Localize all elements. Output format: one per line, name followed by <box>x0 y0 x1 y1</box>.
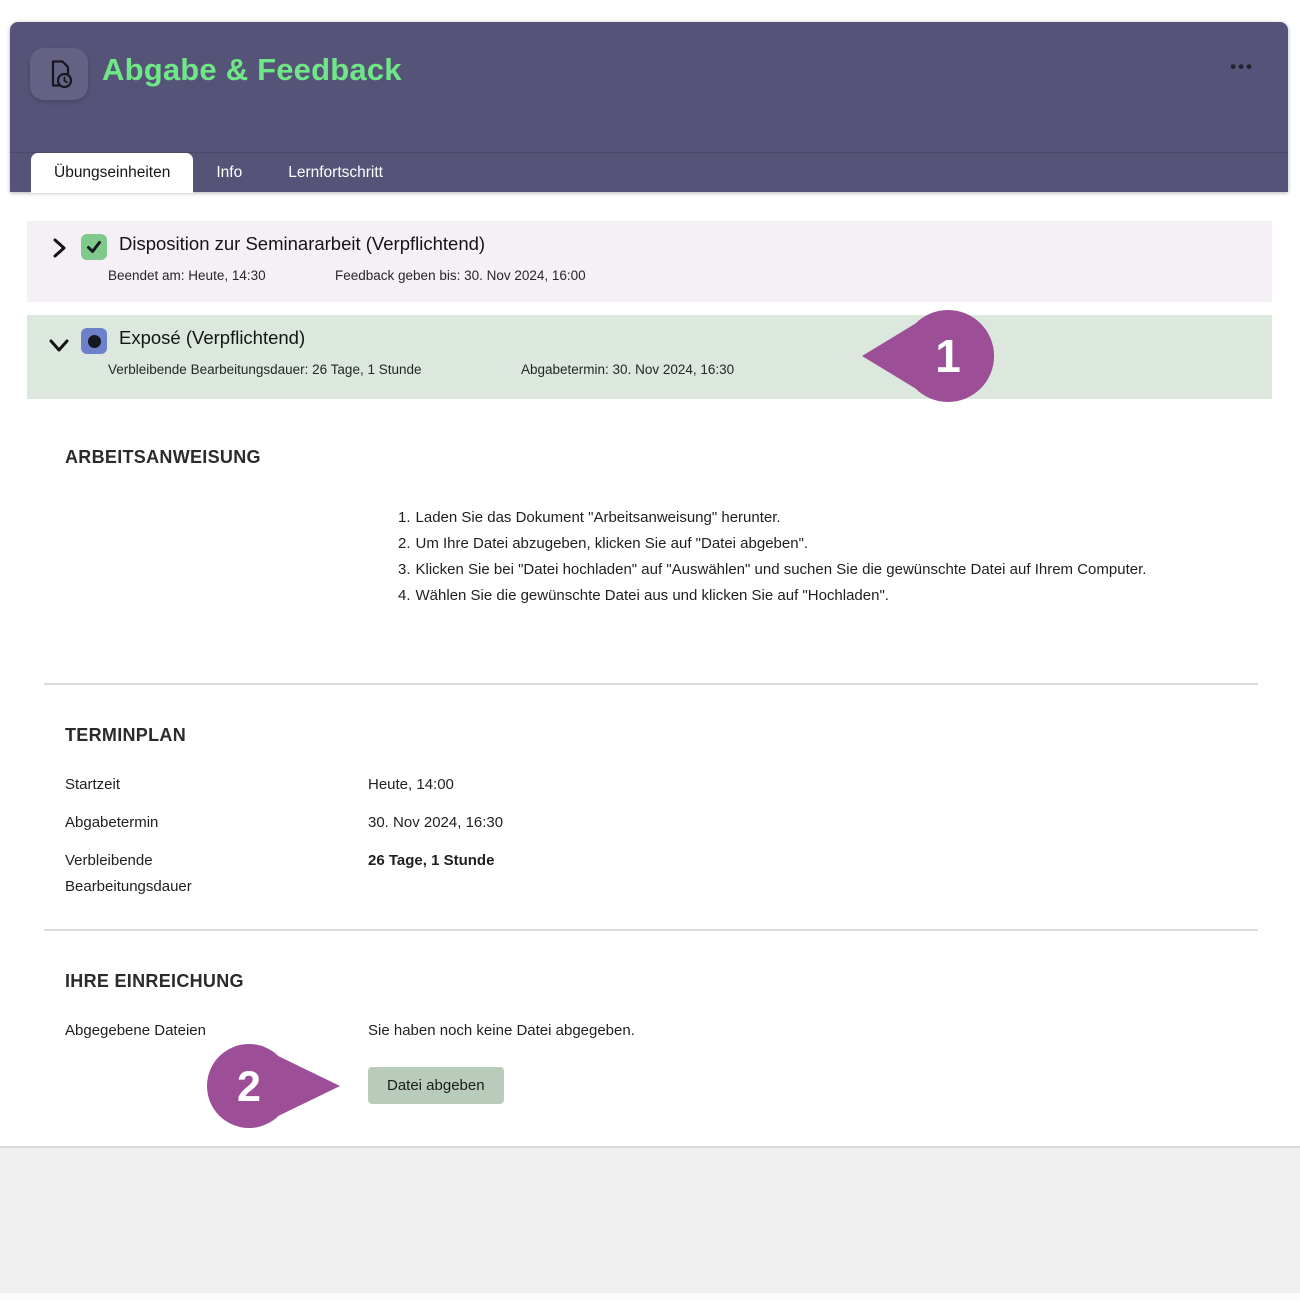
unit-title: Exposé (Verpflichtend) <box>119 327 306 348</box>
tab-lernfortschritt[interactable]: Lernfortschritt <box>288 164 383 181</box>
instruction-steps <box>398 505 1188 609</box>
datei-abgeben-button[interactable]: Datei abgeben <box>368 1067 504 1104</box>
bottom-edge <box>0 1293 1300 1300</box>
more-options-icon[interactable]: ••• <box>1230 57 1254 76</box>
page-title: Abgabe & Feedback <box>102 52 402 87</box>
svg-text:1: 1 <box>935 330 961 382</box>
deadline-label: Abgabetermin <box>65 814 159 831</box>
unit-meta-remaining: Verbleibende Bearbeitungsdauer: 26 Tage, 1 Stunde <box>108 362 422 377</box>
completed-checkbox-icon <box>81 234 107 260</box>
submitted-files-label: Abgegebene Dateien <box>65 1022 206 1039</box>
list-item: 1. Laden Sie das Dokument "Arbeitsanweisung" herunter. <box>398 509 781 526</box>
list-item: 4. Wählen Sie die gewünschte Datei aus und klicken Sie auf "Hochladen". <box>398 587 889 604</box>
unit-row-expose[interactable] <box>27 315 1272 399</box>
schedule-heading: TERMINPLAN <box>65 725 186 745</box>
unit-meta-deadline: Abgabetermin: 30. Nov 2024, 16:30 <box>521 362 735 377</box>
svg-text:2: 2 <box>237 1063 261 1111</box>
tab-bar <box>10 152 1288 192</box>
list-item: 2. Um Ihre Datei abzugeben, klicken Sie auf "Datei abgeben". <box>398 535 809 552</box>
chevron-right-icon[interactable] <box>48 237 70 259</box>
annotation-marker-2 <box>204 1042 346 1134</box>
section-divider <box>44 929 1258 931</box>
app-header <box>10 22 1288 192</box>
unit-title: Disposition zur Seminararbeit (Verpflichtend) <box>119 233 486 254</box>
assignment-app-icon <box>30 48 88 100</box>
tab-info[interactable]: Info <box>216 164 243 181</box>
section-divider <box>44 683 1258 685</box>
instructions-heading: ARBEITSANWEISUNG <box>65 447 261 467</box>
submitted-files-empty-text: Sie haben noch keine Datei abgegeben. <box>368 1022 635 1039</box>
remaining-time-value: 26 Tage, 1 Stunde <box>368 852 495 869</box>
annotation-marker-1 <box>856 306 998 406</box>
start-time-value: Heute, 14:00 <box>368 776 454 793</box>
submission-heading: IHRE EINREICHUNG <box>65 971 244 991</box>
start-time-label: Startzeit <box>65 776 121 793</box>
unit-meta-feedback-due: Feedback geben bis: 30. Nov 2024, 16:00 <box>335 268 586 283</box>
deadline-value: 30. Nov 2024, 16:30 <box>368 814 504 831</box>
list-item: 3. Klicken Sie bei "Datei hochladen" auf "Auswählen" und suchen Sie die gewünschte Datei auf Ihrem Computer. <box>398 561 1147 578</box>
unit-row-disposition[interactable] <box>27 221 1272 302</box>
unit-meta-ended: Beendet am: Heute, 14:30 <box>108 268 266 283</box>
remaining-time-label: Verbleibende Bearbeitungsdauer <box>65 852 192 895</box>
page-footer-background <box>0 1146 1300 1293</box>
document-clock-icon <box>41 56 77 92</box>
tab-uebungseinheiten[interactable]: Übungseinheiten <box>31 153 193 193</box>
chevron-down-icon[interactable] <box>48 335 70 357</box>
in-progress-icon <box>81 328 107 354</box>
